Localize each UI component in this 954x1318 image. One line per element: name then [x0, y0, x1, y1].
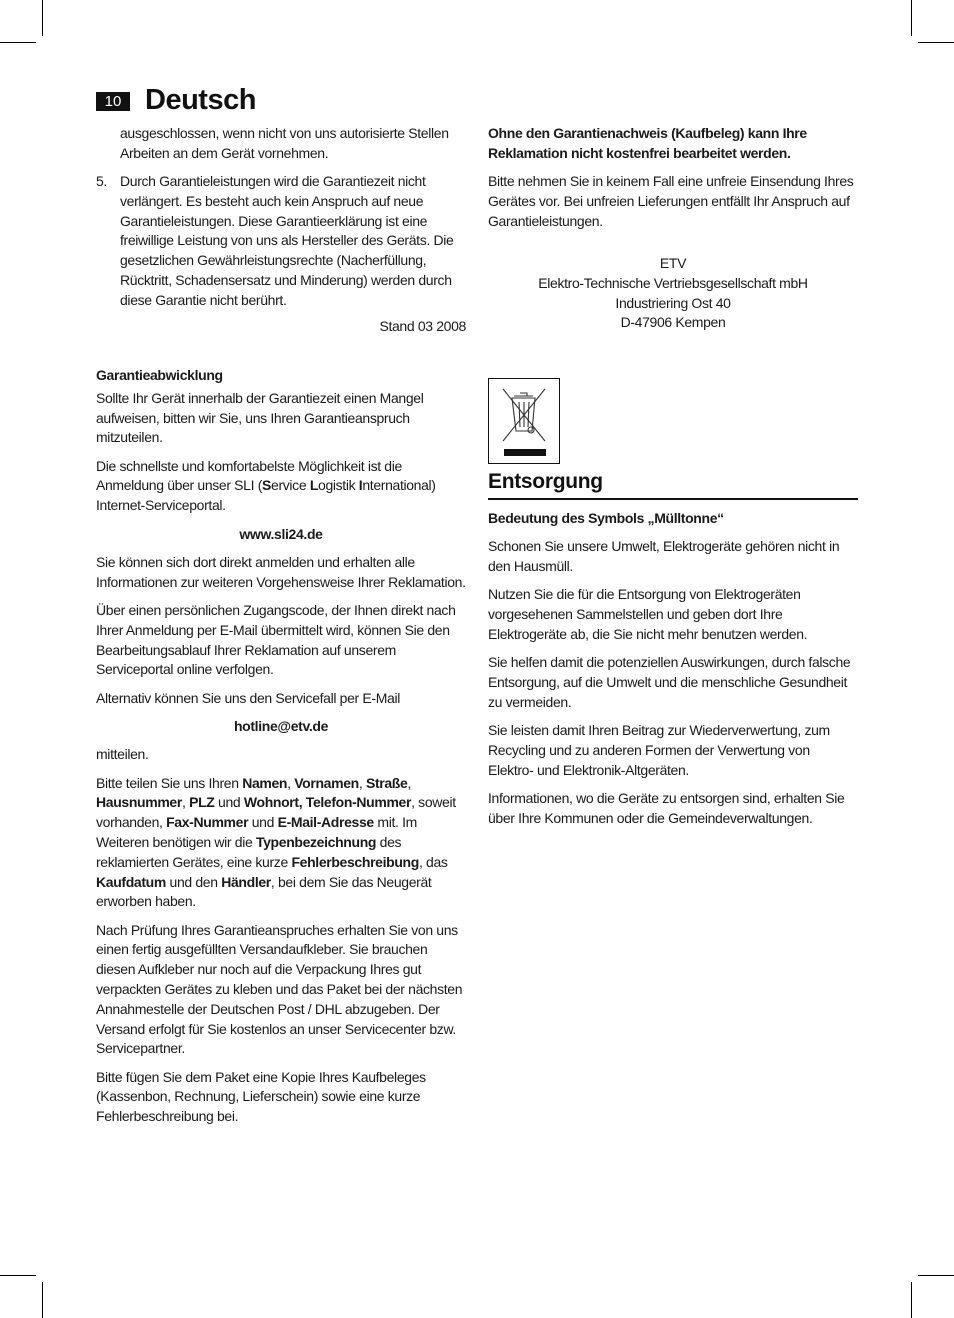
- list-item-text: Durch Garantieleistungen wird die Garantiezeit nicht verlängert. Es besteht auch kein Anspruch auf neue Garantieleistungen. Diese Garantieerklärung ist eine freiwillige Leistung von uns als Hersteller des Geräts. Die gesetzlichen Gewährleistungsrechte (Nacherfüllung, Rücktritt, Schadensersatz und Minderung) werden durch diese Garantie nicht berührt.: [120, 173, 454, 308]
- paragraph: Schonen Sie unsere Umwelt, Elektrogeräte gehören nicht in den Hausmüll.: [488, 538, 840, 575]
- paragraph: Bitte teilen Sie uns Ihren Namen, Vornamen, Straße, Hausnummer, PLZ und Wohnort, Telefon-Nummer, soweit vorhanden, Fax-Nummer und E-Mail-Adresse mit. Im Weiteren benötigen wir die Typenbezeichnung des reklamierten Gerätes, eine kurze Fehlerbeschreibung, das Kaufdatum und den Händler, bei dem Sie das Neugerät erworben haben.: [96, 774, 456, 910]
- paragraph: Bitte fügen Sie dem Paket eine Kopie Ihres Kaufbeleges (Kassenbon, Rechnung, Lieferschein) sowie eine kurze Fehlerbeschreibung bei.: [96, 1068, 426, 1125]
- page-number: 10: [96, 92, 130, 111]
- left-column: [96, 124, 466, 1136]
- paragraph: Informationen, wo die Geräte zu entsorgen sind, erhalten Sie über Ihre Kommunen oder die Gemeindeverwaltungen.: [488, 790, 845, 826]
- crop-mark: [918, 1275, 954, 1276]
- paragraph: mitteilen.: [96, 746, 149, 763]
- email-link[interactable]: hotline@etv.de: [233, 717, 329, 734]
- paragraph: Über einen persönlichen Zugangscode, der Ihnen direkt nach Ihrer Anmeldung per E-Mail übermittelt wird, können Sie den Bearbeitungsablauf Ihrer Reklamation auf unserem Serviceportal online verfolgen.: [96, 601, 456, 678]
- company-address: [488, 254, 858, 333]
- crop-mark: [0, 1275, 36, 1276]
- paragraph: Sie helfen damit die potenziellen Auswirkungen, durch falsche Entsorgung, auf die Umwelt und die menschliche Gesundheit zu vermeiden.: [488, 654, 851, 710]
- address-line: ETV: [659, 254, 687, 271]
- paragraph: Sollte Ihr Gerät innerhalb der Garantiezeit einen Mangel aufweisen, bitten wir Sie, uns Ihren Garantieanspruch mitzuteilen.: [96, 389, 424, 446]
- language-title: Deutsch: [145, 84, 256, 116]
- address-line: Elektro-Technische Vertriebsgesellschaft mbH: [538, 274, 808, 291]
- crop-mark: [911, 1282, 912, 1318]
- paragraph: Nach Prüfung Ihres Garantieanspruches erhalten Sie von uns einen fertig ausgefüllten Versandaufkleber. Sie brauchen diesen Aufkleber nur noch auf die Verpackung Ihres gut verpackten Gerätes zu kleben und das Paket bei der nächsten Annahmestelle der Deutschen Post / DHL abzugeben. Der Versand erfolgt für Sie kostenlos an unser Servicecenter bzw. Servicepartner.: [96, 921, 463, 1057]
- crop-mark: [42, 1282, 43, 1318]
- continued-paragraph: ausgeschlossen, wenn nicht von uns autorisierte Stellen Arbeiten an dem Gerät vornehmen.: [120, 125, 449, 161]
- list-number: 5.: [96, 173, 107, 190]
- paragraph: Sie können sich dort direkt anmelden und erhalten alle Informationen zur weiteren Vorgehensweise Ihrer Reklamation.: [96, 553, 466, 590]
- paragraph: Alternativ können Sie uns den Servicefall per E-Mail: [96, 689, 400, 706]
- crossed-out-wheelie-bin-icon: [488, 378, 560, 464]
- crop-mark: [0, 42, 36, 43]
- subheading-symbol: Bedeutung des Symbols „Mülltonne“: [488, 510, 724, 526]
- section-title-entsorgung: Entsorgung: [488, 470, 603, 493]
- crop-mark: [911, 0, 912, 36]
- entsorgung-body: [488, 509, 858, 837]
- paragraph: Die schnellste und komfortabelste Möglichkeit ist die Anmeldung über unser SLI (Service Logistik International) Internet-Serviceportal.: [96, 457, 436, 514]
- paragraph: Bitte nehmen Sie in keinem Fall eine unfreie Einsendung Ihres Gerätes vor. Bei unfreien Lieferungen entfällt Ihr Anspruch auf Garantieleistungen.: [488, 173, 854, 229]
- section-heading-garantieabwicklung: Garantieabwicklung: [96, 366, 223, 383]
- list-item-5: [96, 172, 466, 311]
- paragraph: Nutzen Sie die für die Entsorgung von Elektrogeräten vorgesehenen Sammelstellen und geben dort Ihre Elektrogeräte ab, die Sie nicht mehr benutzen werden.: [488, 586, 808, 642]
- crop-mark: [42, 0, 43, 36]
- address-line: Industriering Ost 40: [615, 294, 731, 311]
- sli-url-link[interactable]: www.sli24.de: [239, 525, 323, 542]
- warranty-proof-note: Ohne den Garantienachweis (Kaufbeleg) kann Ihre Reklamation nicht kostenfrei bearbeitet werden.: [488, 125, 807, 161]
- right-column: [488, 124, 858, 333]
- crop-mark: [918, 42, 954, 43]
- divider: [488, 498, 858, 500]
- version-date: Stand 03 2008: [379, 317, 466, 334]
- paragraph: Sie leisten damit Ihren Beitrag zur Wiederverwertung, zum Recycling und zu anderen Formen der Verwertung von Elektro- und Elektronik-Altgeräten.: [488, 722, 830, 778]
- address-line: D-47906 Kempen: [620, 314, 726, 331]
